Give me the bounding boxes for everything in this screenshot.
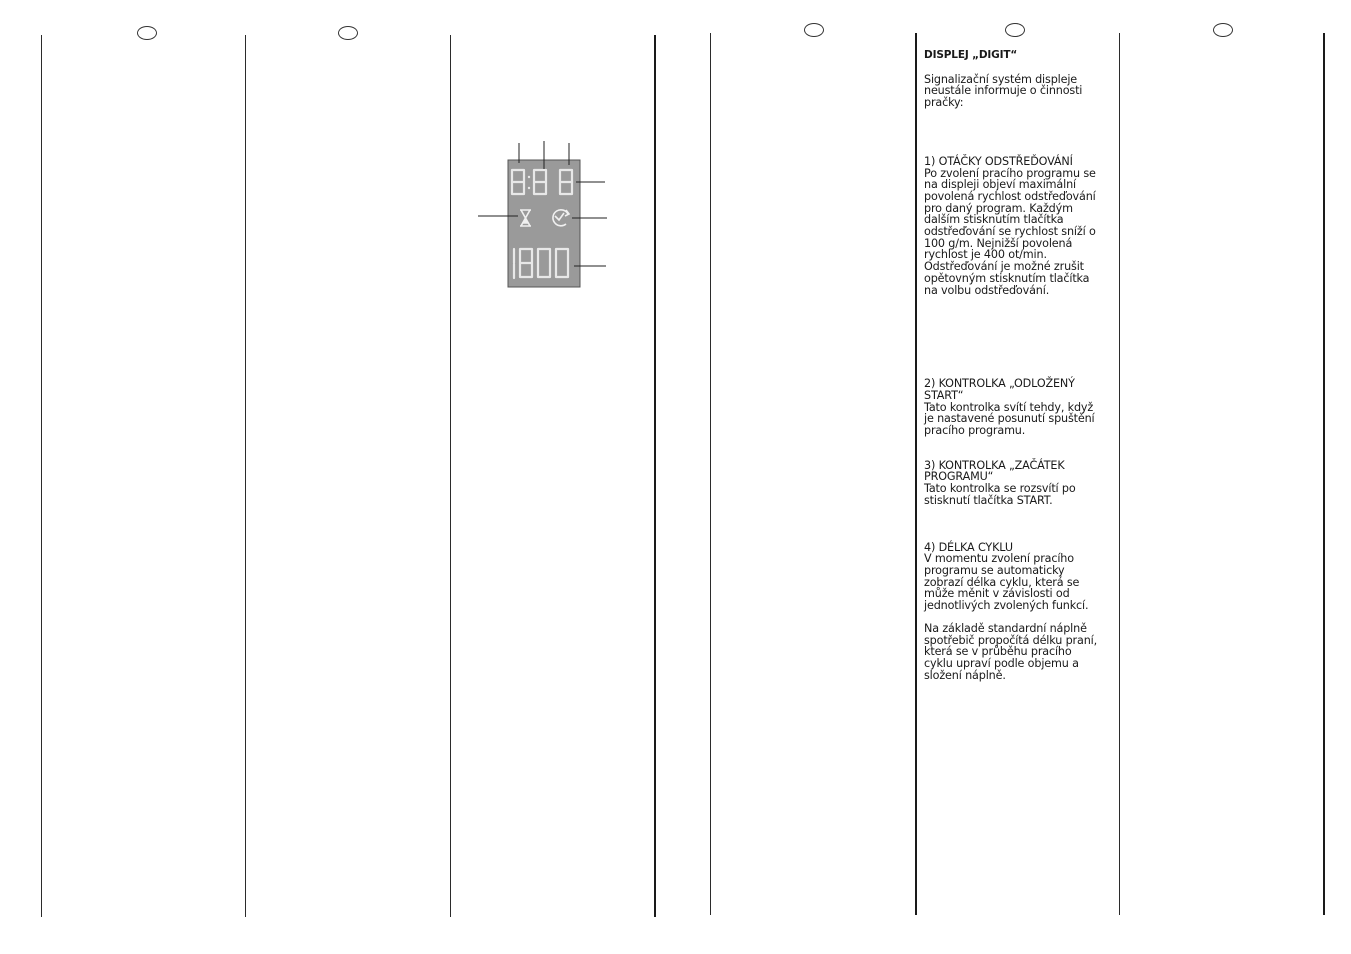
language-marker-4 [1005,23,1025,37]
cycle-length-note: Na základě standardní náplně spotřebič propočítá délku praní, která se v průběhu pracího cyklu upraví podle objemu a složení náplně. [924,621,1098,682]
item-4-body: V momentu zvolení pracího programu se automaticky zobrazí délka cyklu, která se může měnit v závislosti od jednotlivých zvolených funkcí. [924,552,1089,613]
section-intro: Signalizační systém displeje neustále informuje o činnosti pračky: [924,72,1083,110]
column-rule-4 [654,35,656,917]
item-1-heading: 1) OTÁČKY ODSTŘEĎOVÁNÍ [924,154,1073,168]
column-rule-7 [1119,33,1120,915]
item-2-body: Tato kontrolka svítí tehdy, když je nastavené posunutí spuštění pracího programu. [924,400,1095,438]
language-marker-3 [804,23,824,37]
item-1-body: Po zvolení pracího programu se na displeji objeví maximální povolená rychlost odstřeďování pro daný program. Každým dalším stisknutím tlačítka odstřeďování se rychlost sníží o 100 g/m. Nejnižší povolená rychlost je 400 ot/min. Odstřeďování je možné zrušit opětovným stisknutím tlačítka na volbu odstřeďování. [924,166,1096,297]
item-3-body: Tato kontrolka se rozsvítí po stisknutí tlačítka START. [924,482,1076,507]
item-3-heading: 3) KONTROLKA „ZAČÁTEK PROGRAMU“ [924,458,1065,484]
display-panel [508,160,580,287]
digit-display-figure [470,135,620,295]
column-rule-8 [1323,33,1325,915]
language-marker-5 [1213,23,1233,37]
item-2-heading: 2) KONTROLKA „ODLOŽENÝ START“ [924,377,1075,402]
language-marker-1 [137,26,157,40]
column-rule-6 [915,33,917,915]
language-marker-2 [338,26,358,40]
column-rule-3 [450,35,451,917]
column-rule-5 [710,33,711,915]
column-rule-2 [245,35,246,917]
section-title: DISPLEJ „DIGIT“ [924,49,1018,61]
item-4-heading: 4) DÉLKA CYKLU [924,540,1013,554]
display-description-column [924,50,1116,681]
digit-display-svg [470,135,620,295]
column-rule-1 [41,35,42,917]
